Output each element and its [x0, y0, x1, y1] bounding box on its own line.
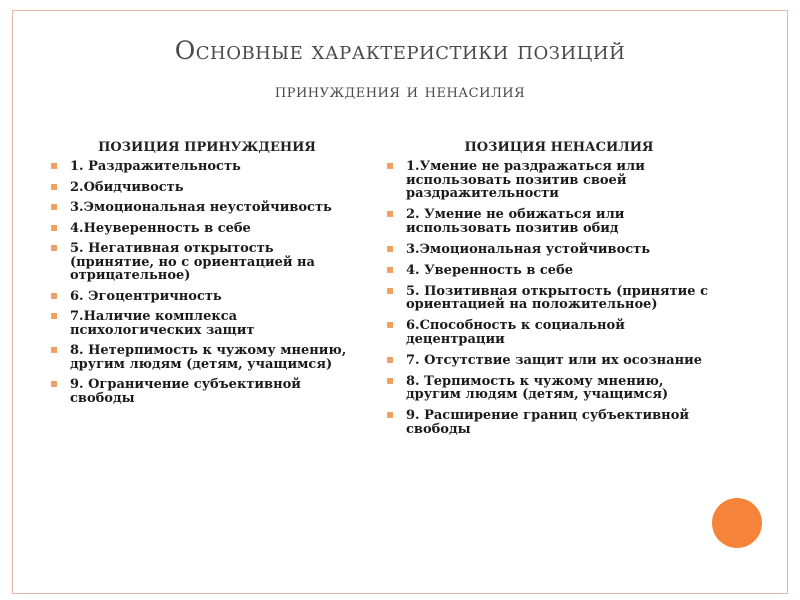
list-item-text: 8. Нетерпимость к чужому мнению, другим людям (детям, учащимся): [70, 343, 347, 372]
bullet-icon: ▪: [386, 240, 395, 255]
list-item: [384, 351, 714, 368]
list-item: [48, 378, 348, 405]
list-item: [48, 310, 348, 337]
list-item-text: 6.Способность к социальной децентрации: [406, 318, 625, 347]
list-item: [384, 282, 714, 312]
coercion-column: [48, 140, 348, 412]
list-item-text: 3.Эмоциональная устойчивость: [406, 241, 651, 257]
nonviolence-column-header: ПОЗИЦИЯ НЕНАСИЛИЯ: [464, 140, 654, 155]
list-item-text: 8. Терпимость к чужому мнению, другим людям (детям, учащимся): [406, 373, 669, 402]
bullet-icon: ▪: [386, 407, 395, 421]
bullet-icon: ▪: [386, 261, 395, 276]
bullet-icon: ▪: [386, 351, 395, 366]
bullet-icon: ▪: [50, 342, 59, 356]
list-item: [384, 208, 714, 235]
list-item-text: 5. Позитивная открытость (принятие с ориентацией на положительное): [406, 283, 708, 312]
bullet-icon: ▪: [50, 308, 59, 322]
nonviolence-column: [384, 140, 714, 444]
list-item-text: 4.Неуверенность в себе: [70, 220, 251, 236]
list-item-text: 3.Эмоциональная неустойчивость: [70, 200, 332, 215]
title-line-1: Основные характеристики позиций: [174, 36, 626, 65]
list-item: [48, 344, 348, 371]
bullet-icon: ▪: [50, 240, 59, 254]
slide-title: [60, 34, 740, 106]
list-item: [384, 409, 714, 436]
list-item: [384, 319, 714, 346]
list-item: [384, 160, 714, 201]
list-item-text: 9. Ограничение субъективной свободы: [70, 377, 301, 406]
bullet-icon: ▪: [50, 287, 59, 302]
list-item-text: 4. Уверенность в себе: [406, 262, 574, 278]
coercion-column-header: ПОЗИЦИЯ ПРИНУЖДЕНИЯ: [98, 140, 316, 155]
bullet-icon: ▪: [50, 199, 59, 213]
list-item-text: 7.Наличие комплекса психологических защит: [70, 309, 255, 338]
nonviolence-list: [384, 160, 714, 436]
list-item-text: 1. Раздражительность: [70, 159, 241, 174]
bullet-icon: ▪: [386, 206, 395, 220]
coercion-list: [48, 160, 348, 405]
bullet-icon: ▪: [386, 372, 395, 387]
bullet-icon: ▪: [50, 219, 59, 234]
list-item: [48, 178, 348, 195]
title-line-2: принуждения и ненасилия: [274, 81, 526, 102]
list-item-text: 2.Обидчивость: [70, 179, 184, 195]
list-item: [384, 372, 714, 402]
list-item-text: 6. Эгоцентричность: [70, 288, 222, 304]
bullet-icon: ▪: [50, 158, 59, 172]
list-item-text: 1.Умение не раздражаться или использовать позитив своей раздражительности: [406, 159, 645, 201]
list-item-text: 7. Отсутствие защит или их осознание: [406, 352, 703, 368]
list-item-text: 9. Расширение границ субъективной свободы: [406, 408, 690, 437]
bullet-icon: ▪: [386, 282, 395, 297]
list-item: [48, 201, 348, 215]
bullet-icon: ▪: [50, 376, 59, 390]
list-item: [384, 261, 714, 278]
bullet-icon: ▪: [386, 317, 395, 331]
list-item-text: 2. Умение не обижаться или использовать позитив обид: [406, 207, 625, 236]
decorative-orange-circle: [712, 498, 762, 548]
bullet-icon: ▪: [50, 178, 59, 193]
list-item: [384, 240, 714, 257]
list-item: [48, 242, 348, 283]
list-item-text: 5. Негативная открытость (принятие, но с ориентацией на отрицательное): [70, 241, 315, 283]
bullet-icon: ▪: [386, 158, 395, 172]
list-item: [48, 219, 348, 236]
list-item: [48, 287, 348, 304]
list-item: [48, 160, 348, 174]
